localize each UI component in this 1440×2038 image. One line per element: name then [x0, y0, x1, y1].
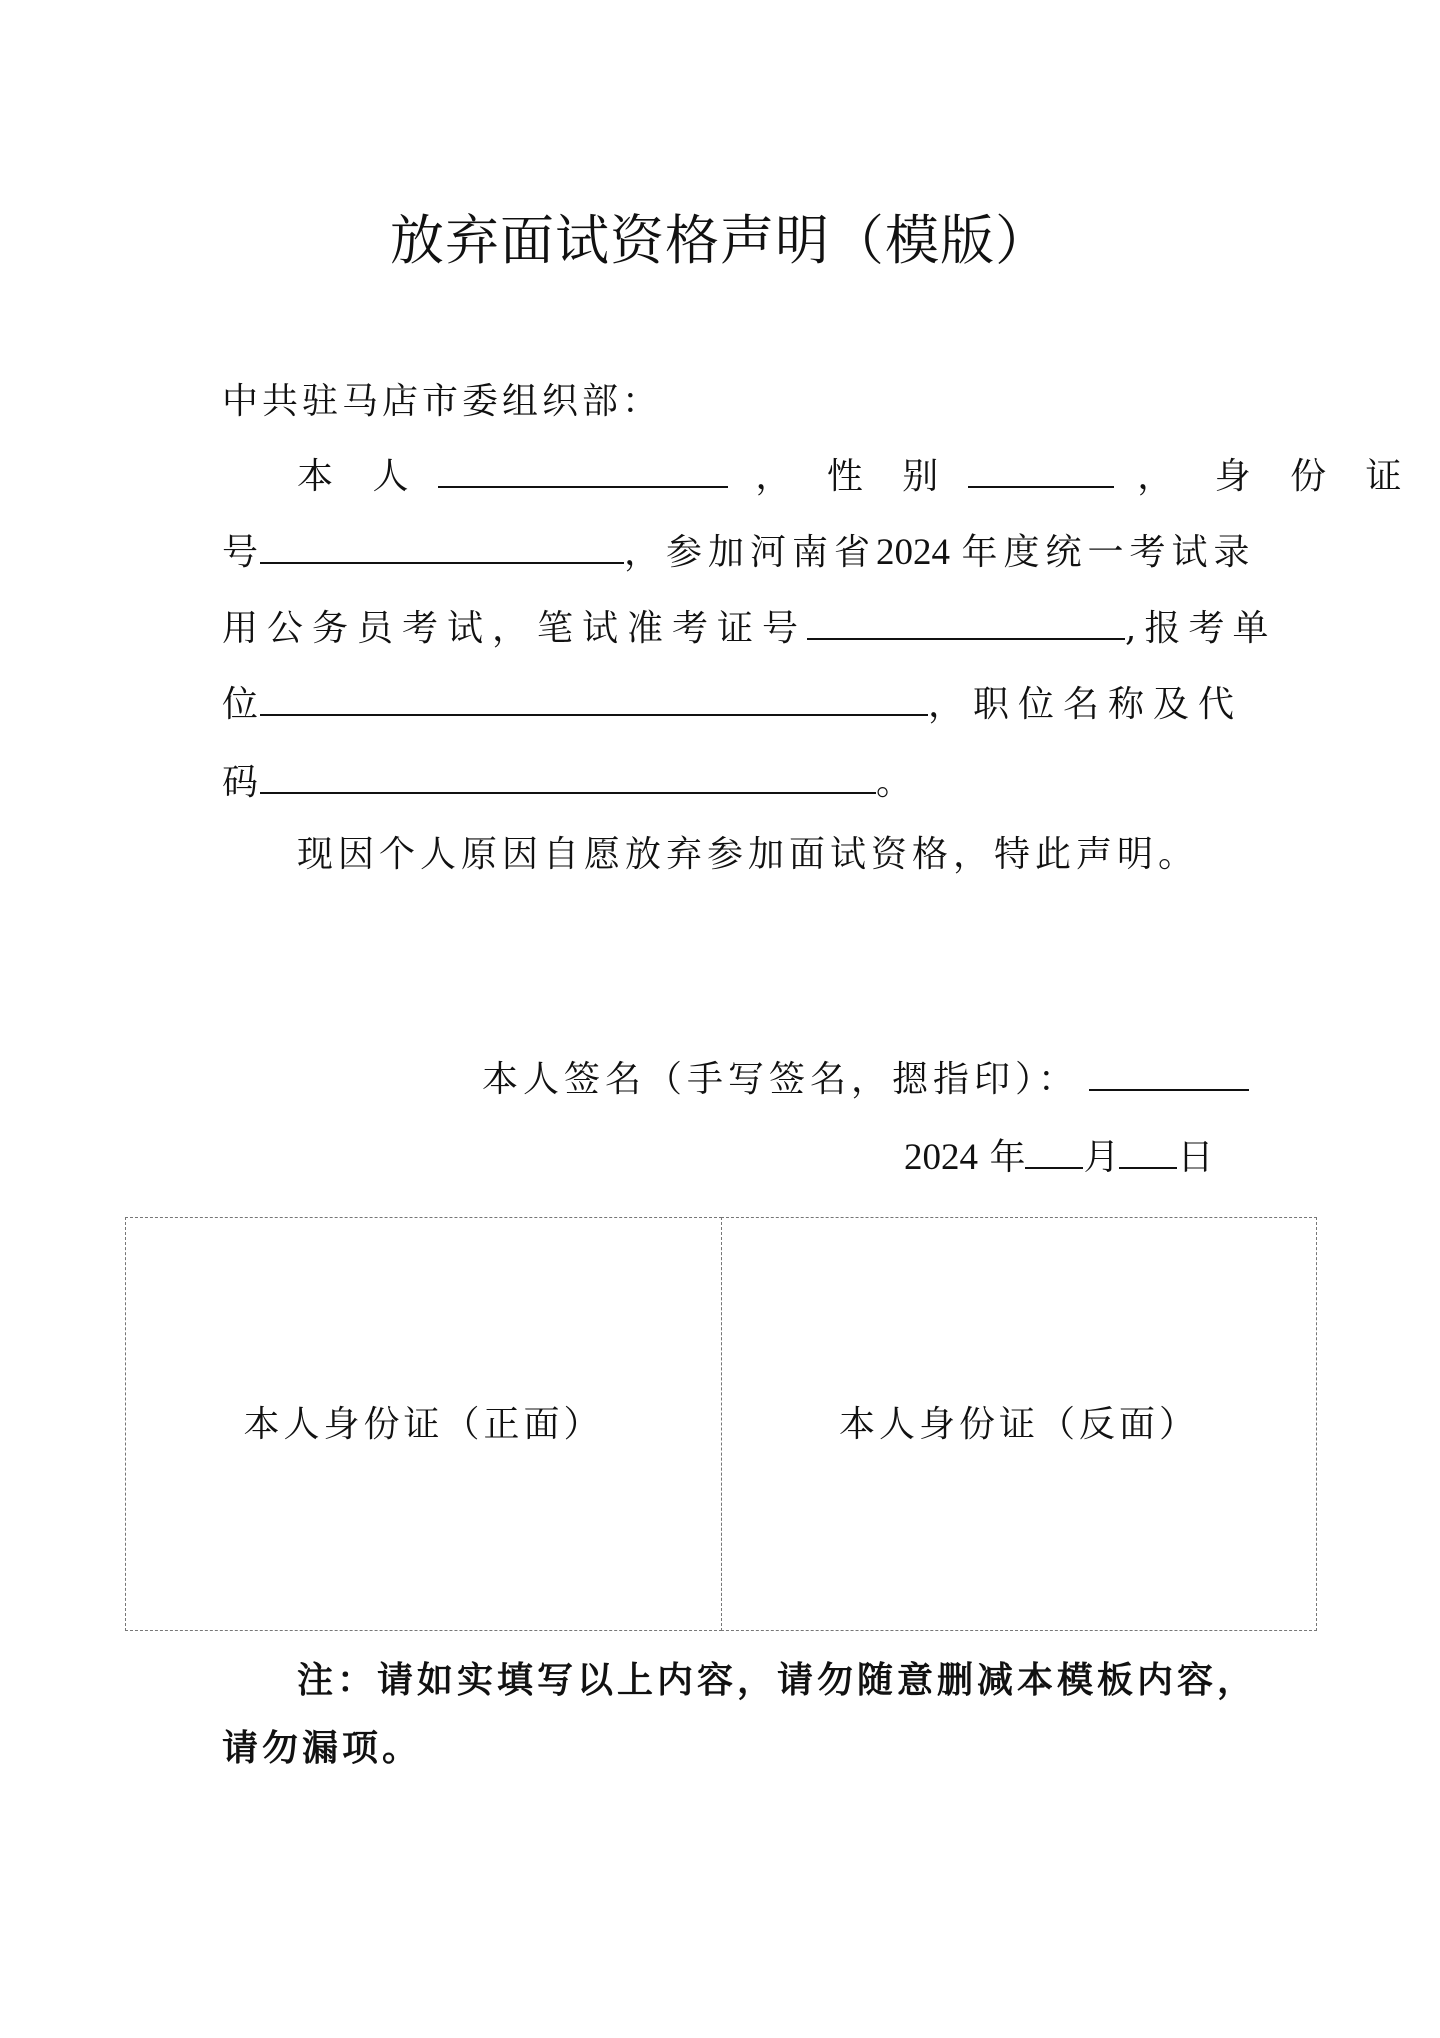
- day-suffix: 日: [1177, 1137, 1214, 1178]
- body-line-4: [222, 680, 1243, 730]
- body-line-1: [297, 452, 1416, 502]
- addressee: 中共驻马店市委组织部：: [222, 381, 663, 422]
- date-year: 2024: [904, 1137, 978, 1178]
- body-line-2: [222, 528, 1256, 578]
- apply-unit-label-continued: 位: [222, 684, 259, 725]
- id-card-front-label: 本人身份证（正面）: [243, 1404, 604, 1445]
- apply-unit-blank[interactable]: [260, 680, 928, 716]
- gender-blank[interactable]: [968, 452, 1114, 488]
- code-label: 码: [222, 762, 259, 803]
- comma: ，: [1137, 456, 1174, 497]
- note-line-2: 请勿漏项。: [222, 1727, 423, 1769]
- exam-text: 用公务员考试，笔试准考证号: [222, 608, 808, 649]
- ticket-number-blank[interactable]: [807, 604, 1125, 640]
- id-card-front-box[interactable]: [125, 1217, 722, 1631]
- apply-unit-label: ,报考单: [1125, 608, 1277, 649]
- period: 。: [876, 762, 913, 803]
- date-line: [904, 1133, 1214, 1183]
- id-label-continued: 号: [222, 532, 259, 573]
- position-label: ，职位名称及代: [928, 684, 1244, 725]
- exam-year: 2024: [876, 532, 951, 573]
- exam-text: ，参加河南省: [624, 532, 877, 573]
- signature-label: 本人签名（手写签名，摁指印）：: [482, 1059, 1080, 1100]
- document-title: 放弃面试资格声明（模版）: [390, 209, 1050, 272]
- id-number-blank[interactable]: [260, 528, 624, 564]
- body-line-5: [222, 758, 912, 808]
- position-code-blank[interactable]: [260, 758, 876, 794]
- signature-line: [482, 1055, 1249, 1105]
- id-card-back-label: 本人身份证（反面）: [838, 1404, 1199, 1445]
- exam-text: 年度统一考试录: [961, 532, 1256, 573]
- id-card-back-box[interactable]: [721, 1217, 1317, 1631]
- month-suffix: 月: [1083, 1137, 1120, 1178]
- day-blank[interactable]: [1119, 1133, 1177, 1169]
- name-label: 本 人: [297, 456, 423, 497]
- year-suffix: 年: [989, 1137, 1026, 1178]
- reason-text: 现因个人原因自愿放弃参加面试资格，特此声明。: [297, 834, 1200, 875]
- name-blank[interactable]: [438, 452, 728, 488]
- gender-label: 性 别: [826, 456, 953, 497]
- body-line-3: [222, 604, 1276, 654]
- id-label: 身 份 证: [1214, 456, 1416, 497]
- note-line-1: 注：请如实填写以上内容，请勿随意删减本模板内容，: [297, 1659, 1258, 1701]
- signature-blank[interactable]: [1089, 1055, 1249, 1091]
- month-blank[interactable]: [1025, 1133, 1083, 1169]
- comma: ，: [755, 456, 792, 497]
